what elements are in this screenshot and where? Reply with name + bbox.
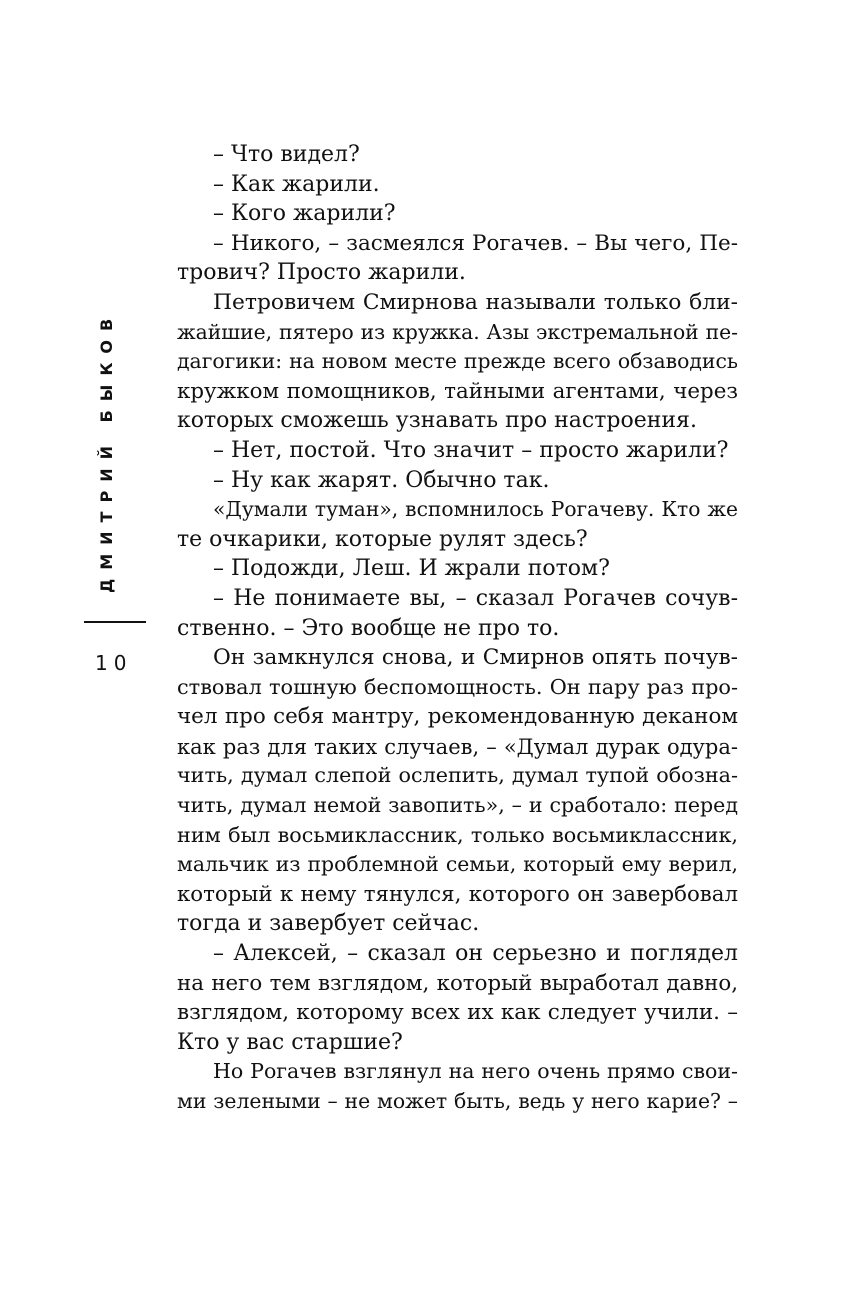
text-line-content: ственно. – Это вообще не про то. <box>177 615 560 641</box>
text-line <box>177 584 738 614</box>
text-line-content: – Не понимаете вы, – сказал Рогачев сочув- <box>213 585 738 611</box>
text-line-content: – Кого жарили? <box>213 201 396 227</box>
text-line <box>177 199 738 229</box>
text-line <box>177 1028 738 1058</box>
text-line <box>177 525 738 555</box>
text-line-content: которых сможешь узнавать про настроения. <box>177 408 697 434</box>
text-line <box>177 318 738 348</box>
text-line <box>177 170 738 200</box>
text-line <box>177 466 738 496</box>
text-line <box>177 495 738 525</box>
text-line <box>177 288 738 318</box>
text-line-content: ним был восьмиклассник, только восьмиклассник, <box>177 822 738 847</box>
text-line-content: – Никого, – засмеялся Рогачев. – Вы чего, Пе- <box>213 230 738 256</box>
text-line-content: – Ну как жарят. Обычно так. <box>213 467 550 493</box>
text-line <box>177 761 738 791</box>
text-line <box>177 377 738 407</box>
text-line <box>177 702 738 732</box>
text-line <box>177 673 738 703</box>
text-line-content: «Думали туман», вспомнилось Рогачеву. Кто же <box>213 497 738 522</box>
text-line <box>177 821 738 851</box>
text-line-content: чить, думал немой завопить», – и сработало: перед <box>177 793 738 818</box>
text-line-content: мальчик из проблемной семьи, который ему верил, <box>177 852 738 877</box>
text-line-content: дагогики: на новом месте прежде всего обзаводись <box>177 349 738 374</box>
text-line-content: как раз для таких случаев, – «Думал дурак одура- <box>177 733 738 759</box>
text-line <box>177 969 738 999</box>
text-line-content: кружком помощников, тайными агентами, через <box>177 378 738 404</box>
text-line <box>177 258 738 288</box>
text-line <box>177 1057 738 1087</box>
body-text <box>177 140 738 1117</box>
text-line <box>177 880 738 910</box>
text-line-content: взглядом, которому всех их как следует учили. – <box>177 1000 738 1026</box>
folio-divider <box>84 621 146 623</box>
text-line-content: – Алексей, – сказал он серьезно и поглядел <box>213 941 738 967</box>
text-line <box>177 939 738 969</box>
text-line-content: Но Рогачев взглянул на него очень прямо свои- <box>213 1059 738 1084</box>
text-line-content: ствовал тошную беспомощность. Он пару раз про- <box>177 674 738 699</box>
text-line <box>177 643 738 673</box>
text-line-content: жайшие, пятеро из кружка. Азы экстремальной пе- <box>177 319 738 344</box>
text-line <box>177 909 738 939</box>
text-line-content: Кто у вас старшие? <box>177 1029 403 1055</box>
text-line-content: чел про себя мантру, рекомендованную деканом <box>177 704 738 730</box>
text-line <box>177 1087 738 1117</box>
text-line-content: – Как жарили. <box>213 171 380 197</box>
text-line <box>177 406 738 436</box>
text-line-content: – Нет, постой. Что значит – просто жарили? <box>213 437 729 463</box>
text-line <box>177 140 738 170</box>
text-line-content: – Подожди, Леш. И жрали потом? <box>213 556 610 582</box>
text-line-content: Петровичем Смирнова называли только бли- <box>213 289 738 315</box>
running-head-author: ДМИТРИЙ БЫКОВ <box>97 309 116 593</box>
text-line <box>177 554 738 584</box>
text-line-content: ми зелеными – не может быть, ведь у него карие? – <box>177 1089 738 1113</box>
text-line-content: Он замкнулся снова, и Смирнов опять почув- <box>213 645 738 671</box>
text-line <box>177 732 738 762</box>
text-line-content: на него тем взглядом, который выработал давно, <box>177 970 738 996</box>
text-line-content: – Что видел? <box>213 142 360 167</box>
text-line <box>177 229 738 259</box>
text-line <box>177 347 738 377</box>
text-line <box>177 614 738 644</box>
text-line-content: который к нему тянулся, которого он завербовал <box>177 881 738 907</box>
text-line <box>177 998 738 1028</box>
text-line-content: те очкарики, которые рулят здесь? <box>177 526 588 552</box>
text-line <box>177 850 738 880</box>
text-line <box>177 791 738 821</box>
text-line-content: чить, думал слепой ослепить, думал тупой обозна- <box>177 763 738 788</box>
text-line <box>177 436 738 466</box>
text-line-content: тогда и завербует сейчас. <box>177 911 480 937</box>
text-line-content: трович? Просто жарили. <box>177 260 466 286</box>
page-number: 10 <box>95 651 133 675</box>
